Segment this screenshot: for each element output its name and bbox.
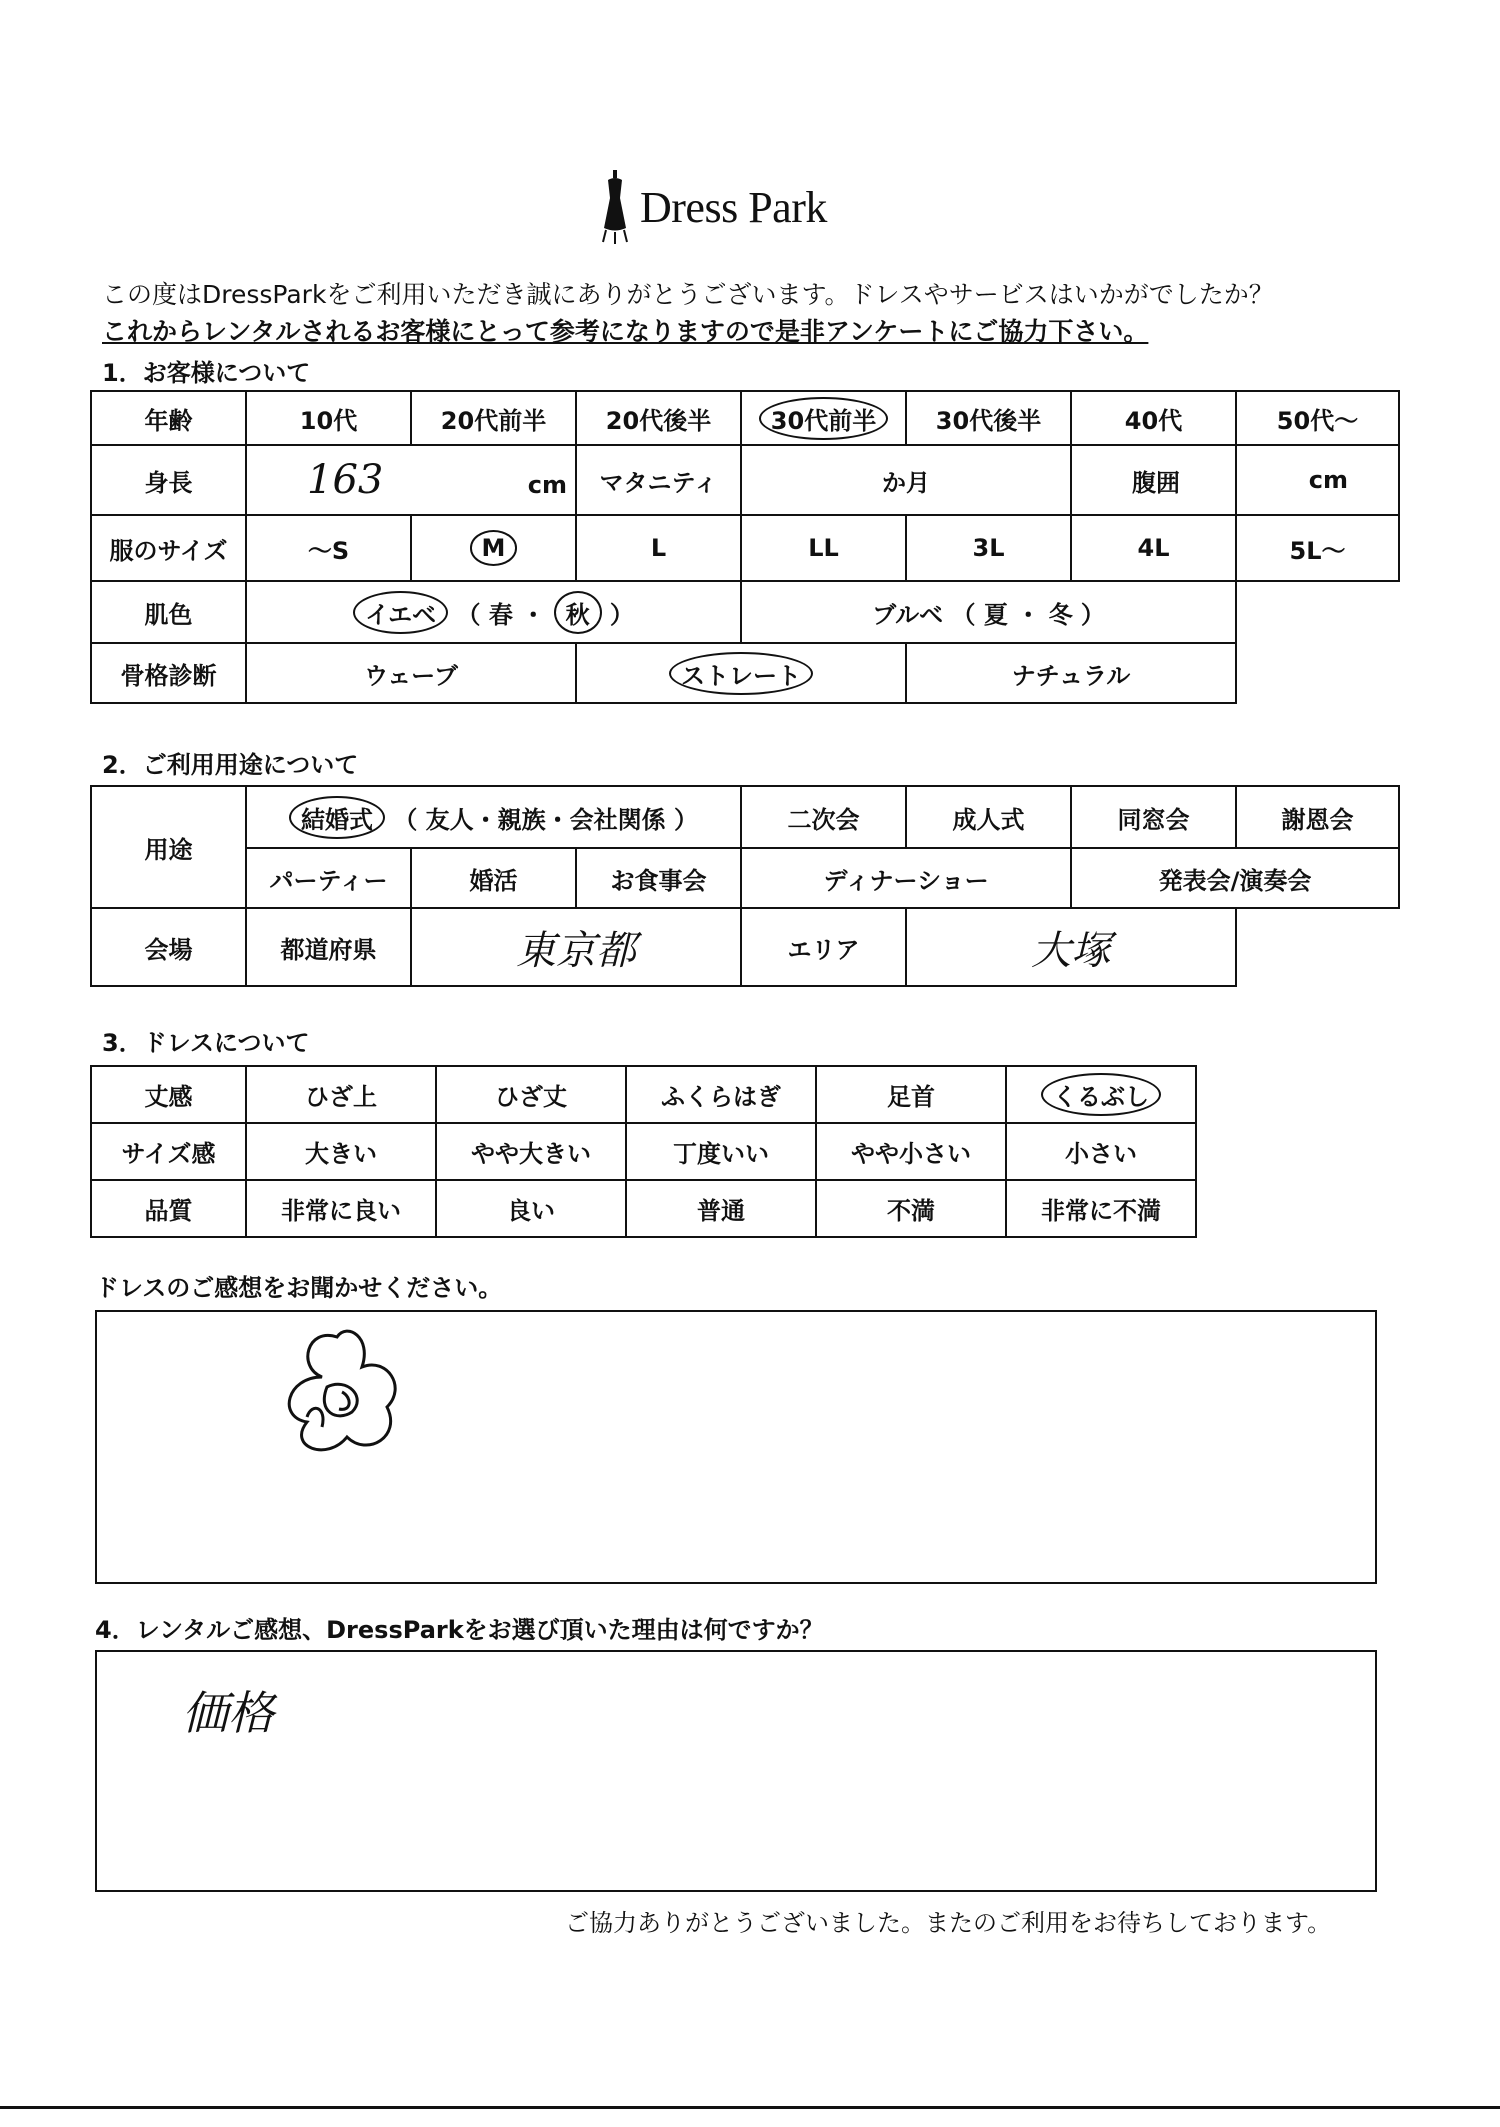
fit-option[interactable]: 丁度いい	[626, 1123, 816, 1180]
section2-title: 2．ご利用用途について	[102, 751, 359, 779]
size-option[interactable]: 4L	[1071, 515, 1236, 581]
age-option[interactable]: 10代	[246, 391, 411, 445]
quality-row	[91, 1180, 1196, 1237]
size-row	[91, 515, 1399, 581]
length-option-selected[interactable]: くるぶし	[1006, 1066, 1196, 1123]
empty-cell	[1236, 643, 1399, 703]
purpose-option[interactable]: パーティー	[246, 848, 411, 908]
venue-label: 会場	[91, 908, 246, 986]
quality-option[interactable]: 非常に不満	[1006, 1180, 1196, 1237]
age-option-selected[interactable]: 30代前半	[741, 391, 906, 445]
brand-name: Dress Park	[640, 182, 827, 232]
purpose-option[interactable]: 発表会/演奏会	[1071, 848, 1399, 908]
reason-box[interactable]	[95, 1650, 1377, 1892]
purpose-option[interactable]: お食事会	[576, 848, 741, 908]
height-unit: cm	[527, 471, 567, 499]
months-unit: か月	[882, 468, 930, 497]
section1-title: 1．お客様について	[102, 359, 311, 387]
quality-option[interactable]: 普通	[626, 1180, 816, 1237]
purpose-option[interactable]: 謝恩会	[1236, 786, 1399, 848]
purpose-option[interactable]: 二次会	[741, 786, 906, 848]
height-label: 身長	[91, 445, 246, 515]
size-label: 服のサイズ	[91, 515, 246, 581]
age-option[interactable]: 30代後半	[906, 391, 1071, 445]
purpose-wedding-selected[interactable]: 結婚式 （ 友人・親族・会社関係 ）	[246, 786, 741, 848]
skin-row	[91, 581, 1399, 643]
purpose-row-1	[91, 786, 1399, 848]
fit-option[interactable]: 大きい	[246, 1123, 436, 1180]
venue-row	[91, 908, 1399, 986]
size-option[interactable]: L	[576, 515, 741, 581]
quality-label: 品質	[91, 1180, 246, 1237]
dress-comment-box[interactable]	[95, 1310, 1377, 1584]
purpose-option[interactable]: 成人式	[906, 786, 1071, 848]
length-option[interactable]: 足首	[816, 1066, 1006, 1123]
brand-logo	[600, 170, 827, 244]
length-label: 丈感	[91, 1066, 246, 1123]
quality-option[interactable]: 不満	[816, 1180, 1006, 1237]
intro-request: これからレンタルされるお客様にとって参考になりますので是非アンケートにご協力下さい。	[102, 317, 1149, 346]
skin-label: 肌色	[91, 581, 246, 643]
frame-label: 骨格診断	[91, 643, 246, 703]
size-option-selected[interactable]: M	[411, 515, 576, 581]
size-option[interactable]: 3L	[906, 515, 1071, 581]
height-value: 163	[307, 457, 384, 503]
length-row	[91, 1066, 1196, 1123]
waist-unit: cm	[1308, 466, 1348, 494]
dress-table	[90, 1065, 1197, 1238]
length-option[interactable]: ふくらはぎ	[626, 1066, 816, 1123]
fit-label: サイズ感	[91, 1123, 246, 1180]
skin-yellow-option[interactable]: イエベ （ 春 ・ 秋 ）	[246, 581, 741, 643]
maternity-months-field[interactable]	[741, 445, 1071, 515]
fit-option[interactable]: やや小さい	[816, 1123, 1006, 1180]
dress-comment-label: ドレスのご感想をお聞かせください。	[95, 1274, 503, 1302]
section3-title: 3．ドレスについて	[102, 1029, 310, 1057]
dress-icon	[600, 170, 630, 244]
frame-row	[91, 643, 1399, 703]
fit-option[interactable]: 小さい	[1006, 1123, 1196, 1180]
size-option[interactable]: 5L～	[1236, 515, 1399, 581]
age-label: 年齢	[91, 391, 246, 445]
fit-option[interactable]: やや大きい	[436, 1123, 626, 1180]
purpose-option[interactable]: 同窓会	[1071, 786, 1236, 848]
age-option[interactable]: 50代～	[1236, 391, 1399, 445]
empty-cell	[1236, 908, 1399, 986]
size-option[interactable]: ～S	[246, 515, 411, 581]
empty-cell	[1236, 581, 1399, 643]
area-field[interactable]: 大塚	[906, 908, 1236, 986]
area-label: エリア	[741, 908, 906, 986]
quality-option[interactable]: 非常に良い	[246, 1180, 436, 1237]
purpose-option[interactable]: ディナーショー	[741, 848, 1071, 908]
purpose-option[interactable]: 婚活	[411, 848, 576, 908]
prefecture-label: 都道府県	[246, 908, 411, 986]
quality-option[interactable]: 良い	[436, 1180, 626, 1237]
reason-answer: 価格	[182, 1686, 274, 1740]
waist-label: 腹囲	[1071, 445, 1236, 515]
prefecture-field[interactable]: 東京都	[411, 908, 741, 986]
age-row	[91, 391, 1399, 445]
customer-table	[90, 390, 1400, 704]
waist-field[interactable]	[1236, 445, 1399, 515]
purpose-table	[90, 785, 1400, 987]
length-option[interactable]: ひざ丈	[436, 1066, 626, 1123]
purpose-row-2	[91, 848, 1399, 908]
length-option[interactable]: ひざ上	[246, 1066, 436, 1123]
frame-option[interactable]: ウェーブ	[246, 643, 576, 703]
scan-edge-line	[0, 2106, 1500, 2109]
height-field[interactable]	[246, 445, 576, 515]
intro-text: この度はDressParkをご利用いただき誠にありがとうございます。ドレスやサービスはいかがでしたか？	[102, 280, 1274, 309]
size-option[interactable]: LL	[741, 515, 906, 581]
height-row	[91, 445, 1399, 515]
maternity-label: マタニティ	[576, 445, 741, 515]
closing-message: ご協力ありがとうございました。またのご利用をお待ちしております。	[565, 1909, 1332, 1937]
scribble-drawing	[267, 1317, 407, 1467]
section4-title: 4．レンタルご感想、DressParkをお選び頂いた理由は何ですか？	[95, 1616, 824, 1644]
frame-option-selected[interactable]: ストレート	[576, 643, 906, 703]
purpose-label: 用途	[91, 786, 246, 908]
age-option[interactable]: 20代後半	[576, 391, 741, 445]
fit-row	[91, 1123, 1196, 1180]
age-option[interactable]: 20代前半	[411, 391, 576, 445]
frame-option[interactable]: ナチュラル	[906, 643, 1236, 703]
age-option[interactable]: 40代	[1071, 391, 1236, 445]
skin-blue-option[interactable]: ブルベ （ 夏 ・ 冬 ）	[741, 581, 1236, 643]
